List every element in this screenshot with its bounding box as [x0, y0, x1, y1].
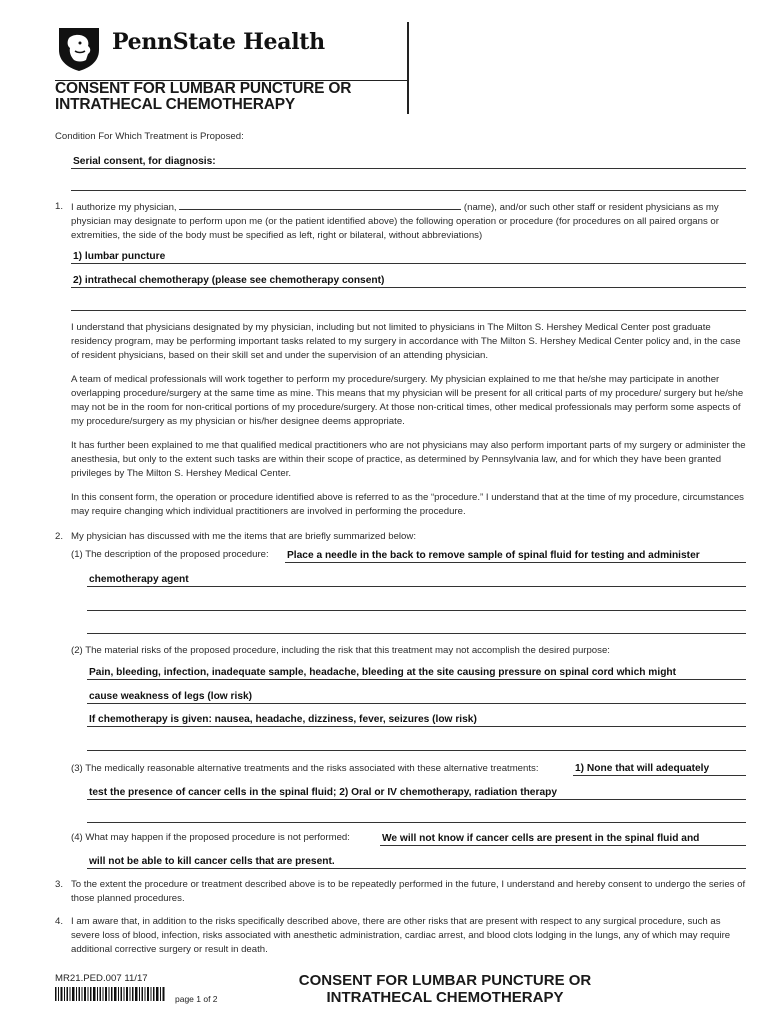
form-code: MR21.PED.007 11/17 [55, 973, 148, 984]
item-2-field-2[interactable] [87, 690, 746, 704]
item-4-value-1: We will not know if cancer cells are present in the spinal fluid and [382, 833, 700, 844]
paragraph-procedure-def: In this consent form, the operation or procedure identified above is referred to as the “procedure.” I understand that at the time of my procedure, circumstances may require changing which individual practitioners are involved in performing the procedure. [71, 492, 744, 517]
section-3-number: 3. [55, 879, 64, 890]
title-line-1: CONSENT FOR LUMBAR PUNCTURE OR [55, 80, 352, 97]
title-line-2: INTRATHECAL CHEMOTHERAPY [55, 96, 296, 113]
footer-title [290, 972, 600, 1006]
authorize-text-2: (name), and/or such other staff or resident physicians as [463, 202, 704, 213]
item-3-value-2: test the presence of cancer cells in the spinal fluid; 2) Oral or IV chemotherapy, radiation therapy [89, 787, 557, 798]
item-1-value-1: Place a needle in the back to remove sample of spinal fluid for testing and administer [287, 550, 700, 561]
footer-title-line-1: CONSENT FOR LUMBAR PUNCTURE OR [298, 972, 592, 989]
section-2-number: 2. [55, 531, 64, 542]
item-4-field-2[interactable] [87, 855, 746, 869]
procedure-field-3[interactable] [71, 297, 746, 311]
item-4-value-2: will not be able to kill cancer cells that are present. [89, 856, 335, 867]
item-1-label: (1) The description of the proposed procedure: [71, 549, 269, 560]
page-number: page 1 of 2 [175, 994, 218, 1004]
item-3-value-1: 1) None that will adequately [575, 763, 710, 774]
item-2-field-1[interactable] [87, 666, 746, 680]
paragraph-residents: I understand that physicians designated by my physician, including but not limited to physicians in The Milton S. Hershey Medical Center post graduate residency program, may be performing important tasks related to my surgery in accordance with The Milton S. Hershey Medical Center policy and, in the case of resident physicians, based on their skill set and under the supervision of an attending physician. [71, 322, 741, 361]
authorize-rest: my physician may designate to perform upon me (or the patient identified above) the following operation or procedure (for procedures on all paired organs or extremities, the side of the body must be specified as left, right or bilateral, without abbreviations) [71, 202, 719, 241]
barcode-icon [55, 987, 165, 1001]
section-1-text [71, 200, 746, 243]
item-1-field-1[interactable] [285, 549, 746, 563]
procedure-2: 2) intrathecal chemotherapy (please see chemotherapy consent) [73, 275, 385, 286]
procedure-1: 1) lumbar puncture [73, 251, 166, 262]
item-2-label: (2) The material risks of the proposed procedure, including the risk that this treatment may not accomplish the desired purpose: [71, 645, 610, 656]
procedure-field-1[interactable] [71, 250, 746, 264]
section-2-intro: My physician has discussed with me the items that are briefly summarized below: [71, 531, 416, 542]
page-title [55, 81, 351, 113]
item-2-field-3[interactable] [87, 713, 746, 727]
item-1-field-3[interactable] [87, 597, 746, 611]
section-4-number: 4. [55, 916, 64, 927]
item-2-value-2: cause weakness of legs (low risk) [89, 691, 253, 702]
procedure-field-2[interactable] [71, 274, 746, 288]
footer-title-line-2: INTRATHECAL CHEMOTHERAPY [326, 989, 564, 1006]
item-2-value-3: If chemotherapy is given: nausea, headache, dizziness, fever, seizures (low risk) [89, 714, 477, 725]
org-name: PennState Health [112, 29, 325, 55]
section-4-text: I am aware that, in addition to the risks specifically described above, there are other risks that are present with respect to any surgical procedure, such as severe loss of blood, infection, risks associated with anesthetic administration, cardiac arrest, and blood clots lodging in the lungs, any of which may require additional corrective surgery or result in death. [71, 916, 731, 955]
item-1-field-4[interactable] [87, 620, 746, 634]
item-3-field-3[interactable] [87, 809, 746, 823]
item-1-value-2: chemotherapy agent [89, 574, 189, 585]
shield-logo-icon [55, 24, 103, 72]
section-3-text: To the extent the procedure or treatment described above is to be repeatedly performed in the future, I understand and hereby consent to undergo the series of those planned procedures. [71, 879, 746, 904]
physician-name-field[interactable] [179, 200, 461, 210]
item-3-field-1[interactable] [573, 762, 746, 776]
condition-value: Serial consent, for diagnosis: [73, 156, 216, 167]
condition-field[interactable] [71, 155, 746, 169]
item-3-field-2[interactable] [87, 786, 746, 800]
paragraph-practitioners: It has further been explained to me that qualified medical practitioners who are not physicians may also perform important parts of my surgery or administer the anesthesia, but only to the extent such tasks are within their scope of practice, as determined by Pennsylvania law, and for which they have been granted privileges by The Milton S. Hershey Medical Center. [71, 440, 746, 479]
condition-field-2[interactable] [71, 177, 746, 191]
item-4-label: (4) What may happen if the proposed procedure is not performed: [71, 832, 350, 843]
item-3-label: (3) The medically reasonable alternative treatments and the risks associated with these alternative treatments: [71, 763, 539, 774]
item-4-field-1[interactable] [380, 832, 746, 846]
paragraph-team: A team of medical professionals will work together to perform my procedure/surgery. My physician explained to me that he/she may participate in another overlapping procedure/surgery at the same time as mine. This means that my physician will be present for all critical parts of my procedure/ surgery but he/she may not be in the room for non-critical portions of my procedure/surgery. At those non-critical times, other medical professionals may perform some aspects of my procedure/surgery as my physician or his/her designee deems appropriate. [71, 374, 744, 427]
item-2-field-4[interactable] [87, 737, 746, 751]
authorize-text: I authorize my physician, [71, 202, 177, 213]
item-1-field-2[interactable] [87, 573, 746, 587]
header-divider [407, 22, 409, 114]
condition-label: Condition For Which Treatment is Proposed: [55, 131, 244, 142]
section-1-number: 1. [55, 201, 64, 212]
item-2-value-1: Pain, bleeding, infection, inadequate sample, headache, bleeding at the site causing pressure on spinal cord which might [89, 667, 677, 678]
